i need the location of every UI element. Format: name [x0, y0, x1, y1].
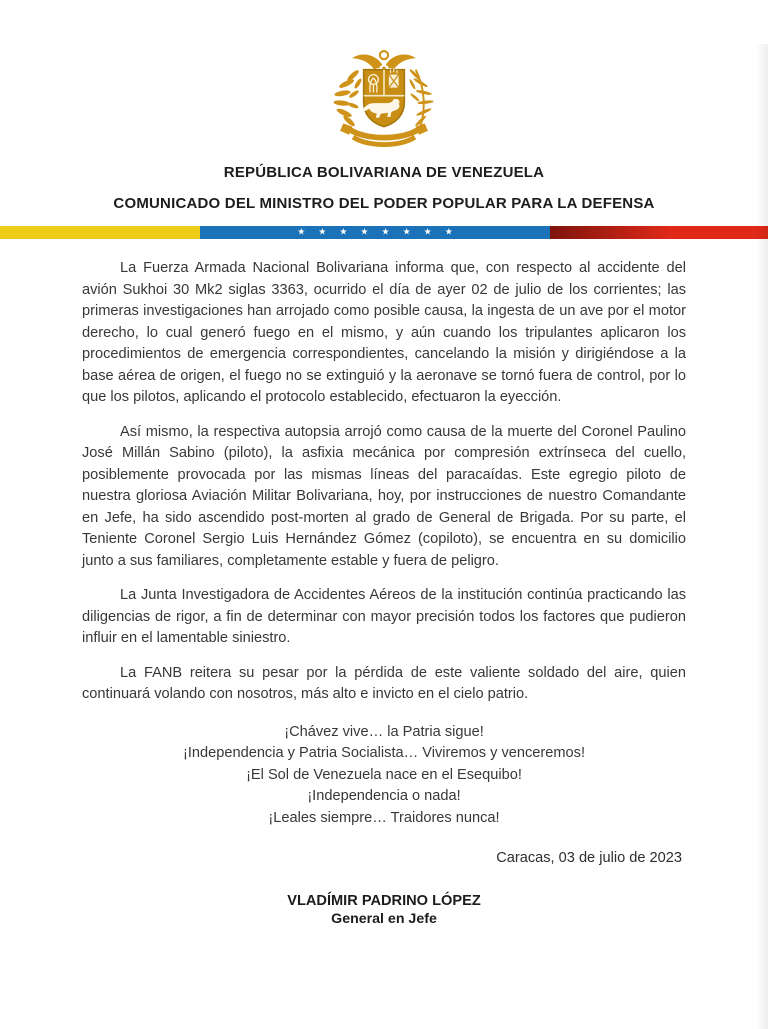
paragraph-investigation: La Junta Investigadora de Accidentes Aéreos de la institución continúa practicando las diligencias de rigor, a fin de determinar con mayor precisión todos los factores que pudieron influir en el lamentable siniestro.	[82, 587, 686, 646]
star-icon: ★	[360, 226, 369, 237]
dateline: Caracas, 03 de julio de 2023	[496, 850, 682, 866]
slogan-line: ¡Chávez vive… la Patria sigue!	[284, 723, 484, 740]
signature-block	[82, 893, 686, 927]
star-icon: ★	[297, 226, 306, 237]
signatory-name: VLADÍMIR PADRINO LÓPEZ	[287, 893, 481, 909]
star-icon: ★	[423, 226, 432, 237]
document-subtitle: COMUNICADO DEL MINISTRO DEL PODER POPULAR PARA LA DEFENSA	[113, 195, 655, 212]
flag-yellow-segment	[0, 226, 200, 239]
flag-divider-bar	[0, 226, 768, 239]
star-icon: ★	[318, 226, 327, 237]
venezuela-coat-of-arms-icon	[323, 44, 445, 154]
slogan-line: ¡Leales siempre… Traidores nunca!	[268, 809, 500, 826]
flag-red-segment	[550, 226, 768, 239]
paragraph-autopsy: Así mismo, la respectiva autopsia arrojó como causa de la muerte del Coronel Paulino José Millán Sabino (piloto), la asfixia mecánica por compresión extrínseca del cuello, posiblemente provocada por las mismas líneas del paracaídas. Este egregio piloto de nuestra gloriosa Aviación Militar Bolivariana, hoy, por instrucciones de nuestro Comandante en Jefe, ha sido ascendido post-morten al grado de General de Brigada. Por su parte, el Teniente Coronel Sergio Luis Hernández Gómez (copiloto), se encuentra en su domicilio junto a sus familiares, completamente estable y fuera de peligro.	[82, 423, 686, 569]
slogan-line: ¡El Sol de Venezuela nace en el Esequibo!	[246, 766, 522, 783]
communique-document	[0, 44, 768, 1029]
slogan-line: ¡Independencia o nada!	[307, 788, 461, 804]
star-icon: ★	[339, 226, 348, 237]
star-icon: ★	[444, 226, 453, 237]
paragraph-condolence: La FANB reitera su pesar por la pérdida de este valiente soldado del aire, quien continuará volando con nosotros, más alto e invicto en el cielo patrio.	[82, 664, 686, 702]
paragraph-accident: La Fuerza Armada Nacional Bolivariana informa que, con respecto al accidente del avión Sukhoi 30 Mk2 siglas 3363, ocurrido el día de ayer 02 de julio de los corrientes; las primeras investigaciones han arrojado como posible causa, la ingesta de un ave por el motor derecho, lo cual generó fuego en el mismo, y aún cuando los tripulantes aplicaron los procedimientos de emergencia correspondientes, cancelando la misión y dirigiéndose a la base aérea de origen, el fuego no se extinguió y la aeronave se tornó fuera de control, por lo que los pilotos, aplicando el protocolo establecido, efectuaron la eyección.	[82, 260, 686, 405]
star-icon: ★	[402, 226, 411, 237]
slogans-block	[82, 722, 686, 830]
slogan-line: ¡Independencia y Patria Socialista… Viviremos y venceremos!	[182, 745, 586, 761]
star-icon: ★	[381, 226, 390, 237]
scan-edge-shadow	[756, 44, 768, 1029]
document-title: REPÚBLICA BOLIVARIANA DE VENEZUELA	[223, 164, 545, 181]
document-body	[82, 258, 686, 927]
signatory-rank: General en Jefe	[331, 911, 437, 927]
flag-blue-segment	[200, 226, 550, 239]
